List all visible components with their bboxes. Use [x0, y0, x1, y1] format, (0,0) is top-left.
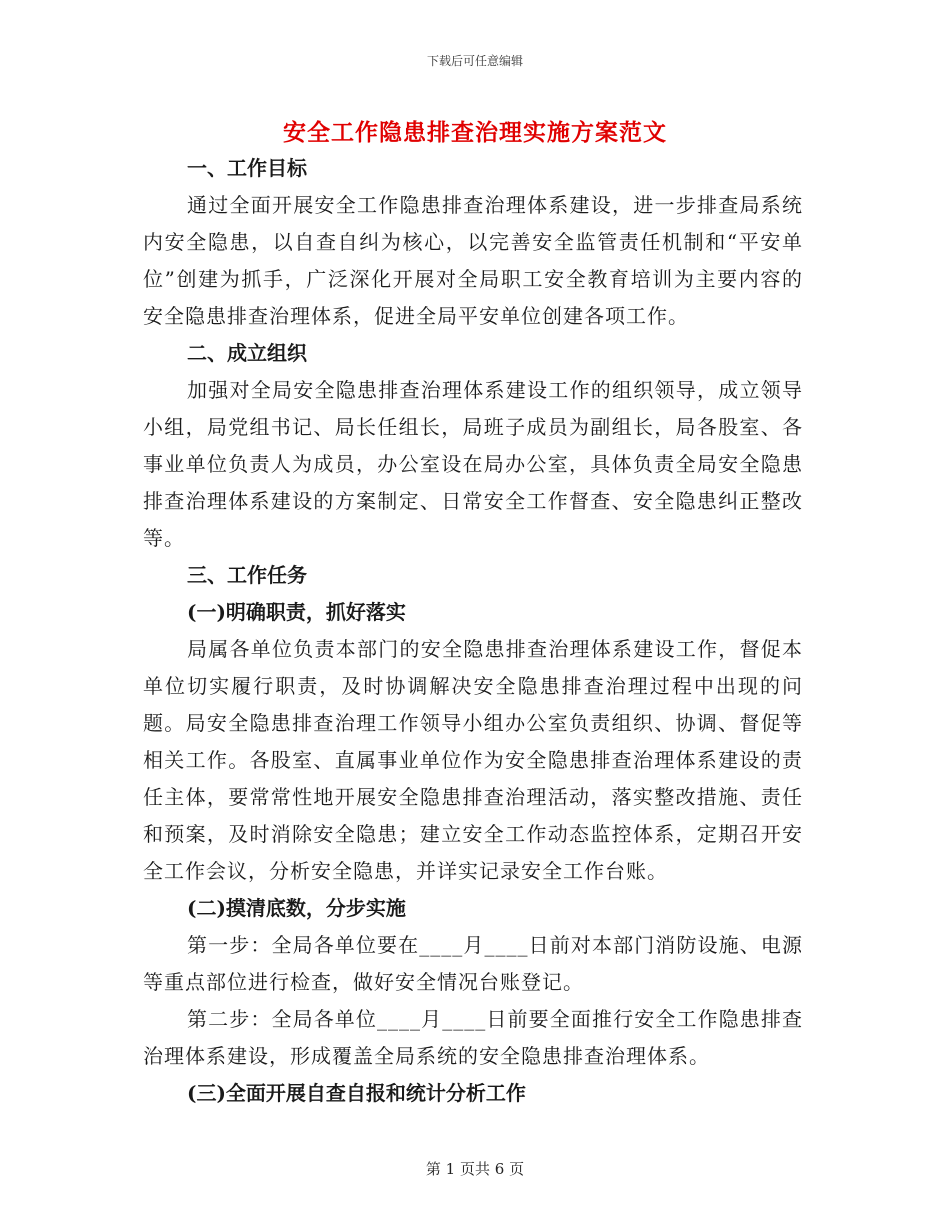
paragraph-goals: 通过全面开展安全工作隐患排查治理体系建设，进一步排查局系统内安全隐患，以自查自纠为核心，以完善安全监管责任机制和“平安单位”创建为抓手，广泛深化开展对全局职工安全教育培训为主要内容的安全隐患排查治理体系，促进全局平安单位创建各项工作。	[143, 193, 803, 328]
subheading-steps: (二)摸清底数，分步实施	[187, 896, 406, 920]
page-header-note: 下载后可任意编辑	[426, 54, 523, 68]
section-heading-organization: 二、成立组织	[187, 341, 307, 365]
paragraph-organization: 加强对全局安全隐患排查治理体系建设工作的组织领导，成立领导小组，局党组书记、局长任组长，局班子成员为副组长，局各股室、各事业单位负责人为成员，办公室设在局办公室，具体负责全局安全隐患排查治理体系建设的方案制定、日常安全工作督查、安全隐患纠正整改等。	[143, 378, 803, 550]
section-heading-goals: 一、工作目标	[187, 156, 307, 180]
subheading-self-inspection: (三)全面开展自查自报和统计分析工作	[187, 1081, 526, 1105]
subheading-responsibilities: (一)明确职责，抓好落实	[187, 600, 406, 624]
section-heading-tasks: 三、工作任务	[187, 563, 307, 587]
page-number-footer: 第 1 页共 6 页	[425, 1160, 525, 1178]
document-body	[143, 150, 803, 1112]
document-title: 安全工作隐患排查治理实施方案范文	[283, 119, 667, 146]
paragraph-step-two: 第二步：全局各单位____月____日前要全面推行安全工作隐患排查治理体系建设，形成覆盖全局系统的安全隐患排查治理体系。	[143, 1007, 803, 1068]
paragraph-responsibilities: 局属各单位负责本部门的安全隐患排查治理体系建设工作，督促本单位切实履行职责，及时协调解决安全隐患排查治理过程中出现的问题。局安全隐患排查治理工作领导小组办公室负责组织、协调、督促等相关工作。各股室、直属事业单位作为安全隐患排查治理体系建设的责任主体，要常常性地开展安全隐患排查治理活动，落实整改措施、责任和预案，及时消除安全隐患；建立安全工作动态监控体系，定期召开安全工作会议，分析安全隐患，并详实记录安全工作台账。	[143, 637, 803, 883]
paragraph-step-one: 第一步：全局各单位要在____月____日前对本部门消防设施、电源等重点部位进行检查，做好安全情况台账登记。	[143, 933, 803, 994]
